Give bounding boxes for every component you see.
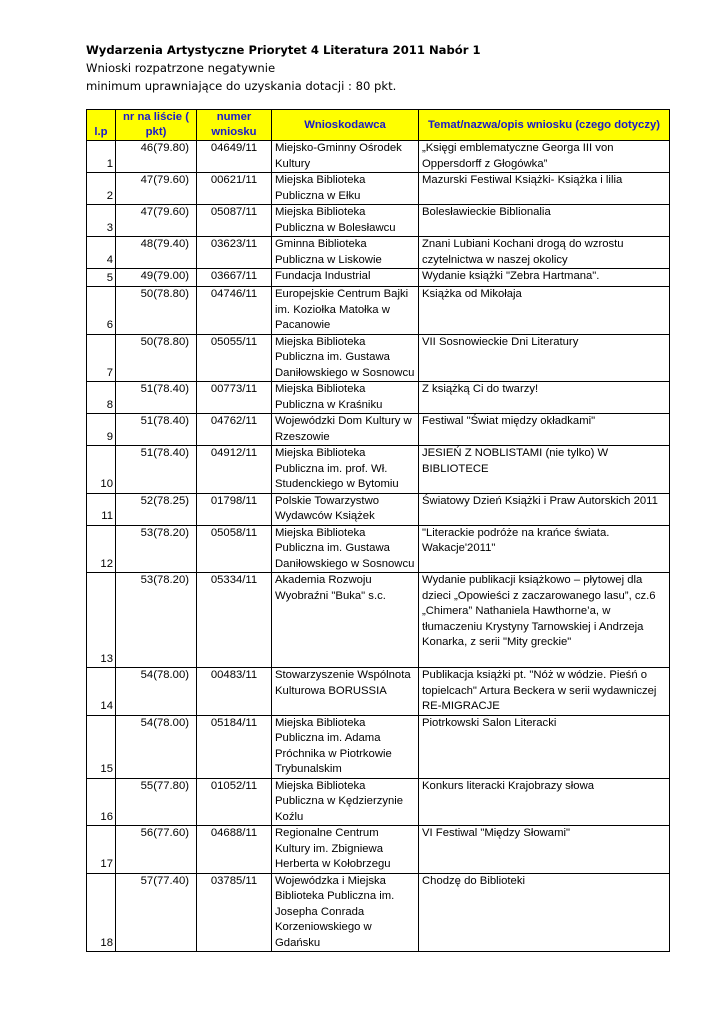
row-application-number: 04688/11 bbox=[197, 826, 272, 874]
row-topic: Znani Lubiani Kochani drogą do wzrostu czytelnictwa w naszej okolicy bbox=[419, 237, 670, 269]
table-row bbox=[87, 573, 670, 668]
row-topic: Wydanie publikacji książkowo – płytowej dla dzieci „Opowieści z zaczarowanego lasu”, cz.6 „Chimera” Nathaniela Hawthorne’a, w tłumaczeniu Krystyny Tarnowskiej i Andrzeja Konarka, z serii "Mity greckie" bbox=[419, 573, 670, 668]
row-topic: Chodzę do Biblioteki bbox=[419, 873, 670, 952]
row-applicant: Gminna Biblioteka Publiczna w Liskowie bbox=[272, 237, 419, 269]
row-applicant: Wojewódzka i Miejska Biblioteka Publiczna im. Josepha Conrada Korzeniowskiego w Gdańsku bbox=[272, 873, 419, 952]
table-row bbox=[87, 525, 670, 573]
row-application-number: 04762/11 bbox=[197, 414, 272, 446]
row-lp: 3 bbox=[87, 205, 116, 237]
row-applicant: Polskie Towarzystwo Wydawców Książek bbox=[272, 493, 419, 525]
page-title: Wydarzenia Artystyczne Priorytet 4 Literatura 2011 Nabór 1 bbox=[86, 43, 481, 57]
row-applicant: Miejska Biblioteka Publiczna w Kraśniku bbox=[272, 382, 419, 414]
row-topic: Światowy Dzień Książki i Praw Autorskich 2011 bbox=[419, 493, 670, 525]
table-row bbox=[87, 446, 670, 494]
row-score: 53(78.20) bbox=[116, 525, 197, 573]
row-topic: Piotrkowski Salon Literacki bbox=[419, 715, 670, 778]
table-row bbox=[87, 269, 670, 287]
row-applicant: Miejska Biblioteka Publiczna im. prof. Wł. Studenckiego w Bytomiu bbox=[272, 446, 419, 494]
row-topic: Wydanie książki "Zebra Hartmana". bbox=[419, 269, 670, 287]
row-lp: 1 bbox=[87, 141, 116, 173]
row-lp: 18 bbox=[87, 873, 116, 952]
row-lp: 14 bbox=[87, 668, 116, 716]
row-score: 55(77.80) bbox=[116, 778, 197, 826]
table-row bbox=[87, 237, 670, 269]
row-lp: 13 bbox=[87, 573, 116, 668]
row-applicant: Miejska Biblioteka Publiczna w Bolesławcu bbox=[272, 205, 419, 237]
row-topic: Bolesławieckie Biblionalia bbox=[419, 205, 670, 237]
row-score: 54(78.00) bbox=[116, 715, 197, 778]
table-row bbox=[87, 873, 670, 952]
table-row bbox=[87, 173, 670, 205]
column-header-lp: l.p bbox=[87, 110, 116, 141]
row-application-number: 00621/11 bbox=[197, 173, 272, 205]
table-row bbox=[87, 778, 670, 826]
table-body bbox=[87, 141, 670, 952]
row-lp: 17 bbox=[87, 826, 116, 874]
row-application-number: 05184/11 bbox=[197, 715, 272, 778]
row-applicant: Miejska Biblioteka Publiczna w Ełku bbox=[272, 173, 419, 205]
row-topic: „Księgi emblematyczne Georga III von Oppersdorff z Głogówka” bbox=[419, 141, 670, 173]
row-topic: Publikacja książki pt. "Nóż w wódzie. Pieśń o topielcach" Artura Beckera w serii wydawniczej RE-MIGRACJE bbox=[419, 668, 670, 716]
row-application-number: 00773/11 bbox=[197, 382, 272, 414]
row-topic: "Literackie podróże na krańce świata. Wakacje'2011" bbox=[419, 525, 670, 573]
row-score: 47(79.60) bbox=[116, 173, 197, 205]
row-lp: 8 bbox=[87, 382, 116, 414]
table-row bbox=[87, 141, 670, 173]
row-applicant: Regionalne Centrum Kultury im. Zbigniewa Herberta w Kołobrzegu bbox=[272, 826, 419, 874]
row-applicant: Stowarzyszenie Wspólnota Kulturowa BORUSSIA bbox=[272, 668, 419, 716]
row-applicant: Miejsko-Gminny Ośrodek Kultury bbox=[272, 141, 419, 173]
row-application-number: 03785/11 bbox=[197, 873, 272, 952]
row-applicant: Europejskie Centrum Bajki im. Koziołka Matołka w Pacanowie bbox=[272, 287, 419, 335]
table-row bbox=[87, 287, 670, 335]
row-applicant: Miejska Biblioteka Publiczna im. Gustawa Daniłowskiego w Sosnowcu bbox=[272, 334, 419, 382]
row-lp: 7 bbox=[87, 334, 116, 382]
row-lp: 2 bbox=[87, 173, 116, 205]
row-applicant: Fundacja Industrial bbox=[272, 269, 419, 287]
row-applicant: Miejska Biblioteka Publiczna im. Gustawa Daniłowskiego w Sosnowcu bbox=[272, 525, 419, 573]
row-application-number: 03623/11 bbox=[197, 237, 272, 269]
row-score: 47(79.60) bbox=[116, 205, 197, 237]
column-header-topic: Temat/nazwa/opis wniosku (czego dotyczy) bbox=[419, 110, 670, 141]
row-applicant: Miejska Biblioteka Publiczna w Kędzierzynie Koźlu bbox=[272, 778, 419, 826]
table-row bbox=[87, 382, 670, 414]
row-score: 51(78.40) bbox=[116, 414, 197, 446]
row-topic: VII Sosnowieckie Dni Literatury bbox=[419, 334, 670, 382]
row-applicant: Akademia Rozwoju Wyobraźni "Buka" s.c. bbox=[272, 573, 419, 668]
table-row bbox=[87, 493, 670, 525]
table-row bbox=[87, 826, 670, 874]
row-applicant: Miejska Biblioteka Publiczna im. Adama Próchnika w Piotrkowie Trybunalskim bbox=[272, 715, 419, 778]
row-application-number: 05334/11 bbox=[197, 573, 272, 668]
row-lp: 6 bbox=[87, 287, 116, 335]
row-lp: 10 bbox=[87, 446, 116, 494]
row-application-number: 03667/11 bbox=[197, 269, 272, 287]
row-score: 52(78.25) bbox=[116, 493, 197, 525]
row-topic: Książka od Mikołaja bbox=[419, 287, 670, 335]
column-header-number: numer wniosku bbox=[197, 110, 272, 141]
row-topic: Mazurski Festiwal Książki- Książka i lilia bbox=[419, 173, 670, 205]
row-score: 46(79.80) bbox=[116, 141, 197, 173]
row-score: 50(78.80) bbox=[116, 287, 197, 335]
row-topic: Festiwal "Świat między okładkami" bbox=[419, 414, 670, 446]
table-row bbox=[87, 715, 670, 778]
table-row bbox=[87, 334, 670, 382]
row-application-number: 04649/11 bbox=[197, 141, 272, 173]
table-row bbox=[87, 205, 670, 237]
table-row bbox=[87, 668, 670, 716]
row-application-number: 04746/11 bbox=[197, 287, 272, 335]
row-application-number: 04912/11 bbox=[197, 446, 272, 494]
row-lp: 11 bbox=[87, 493, 116, 525]
row-topic: VI Festiwal "Między Słowami" bbox=[419, 826, 670, 874]
row-score: 51(78.40) bbox=[116, 382, 197, 414]
row-application-number: 01052/11 bbox=[197, 778, 272, 826]
table-header-row bbox=[87, 110, 670, 141]
applications-table bbox=[86, 109, 670, 952]
document-header bbox=[86, 41, 686, 95]
row-score: 56(77.60) bbox=[116, 826, 197, 874]
row-application-number: 01798/11 bbox=[197, 493, 272, 525]
row-lp: 15 bbox=[87, 715, 116, 778]
row-application-number: 05087/11 bbox=[197, 205, 272, 237]
row-score: 49(79.00) bbox=[116, 269, 197, 287]
row-lp: 5 bbox=[87, 269, 116, 287]
threshold-note: minimum uprawniające do uzyskania dotacji : 80 pkt. bbox=[86, 79, 397, 93]
row-lp: 12 bbox=[87, 525, 116, 573]
column-header-score: nr na liście ( pkt) bbox=[116, 110, 197, 141]
row-application-number: 05058/11 bbox=[197, 525, 272, 573]
row-score: 53(78.20) bbox=[116, 573, 197, 668]
table-row bbox=[87, 414, 670, 446]
row-lp: 4 bbox=[87, 237, 116, 269]
page-subtitle: Wnioski rozpatrzone negatywnie bbox=[86, 61, 276, 75]
row-score: 51(78.40) bbox=[116, 446, 197, 494]
row-lp: 9 bbox=[87, 414, 116, 446]
row-application-number: 00483/11 bbox=[197, 668, 272, 716]
row-score: 57(77.40) bbox=[116, 873, 197, 952]
row-score: 48(79.40) bbox=[116, 237, 197, 269]
row-score: 54(78.00) bbox=[116, 668, 197, 716]
row-applicant: Wojewódzki Dom Kultury w Rzeszowie bbox=[272, 414, 419, 446]
row-topic: JESIEŃ Z NOBLISTAMI (nie tylko) W BIBLIOTECE bbox=[419, 446, 670, 494]
row-score: 50(78.80) bbox=[116, 334, 197, 382]
row-topic: Konkurs literacki Krajobrazy słowa bbox=[419, 778, 670, 826]
column-header-applicant: Wnioskodawca bbox=[272, 110, 419, 141]
row-lp: 16 bbox=[87, 778, 116, 826]
row-application-number: 05055/11 bbox=[197, 334, 272, 382]
row-topic: Z książką Ci do twarzy! bbox=[419, 382, 670, 414]
